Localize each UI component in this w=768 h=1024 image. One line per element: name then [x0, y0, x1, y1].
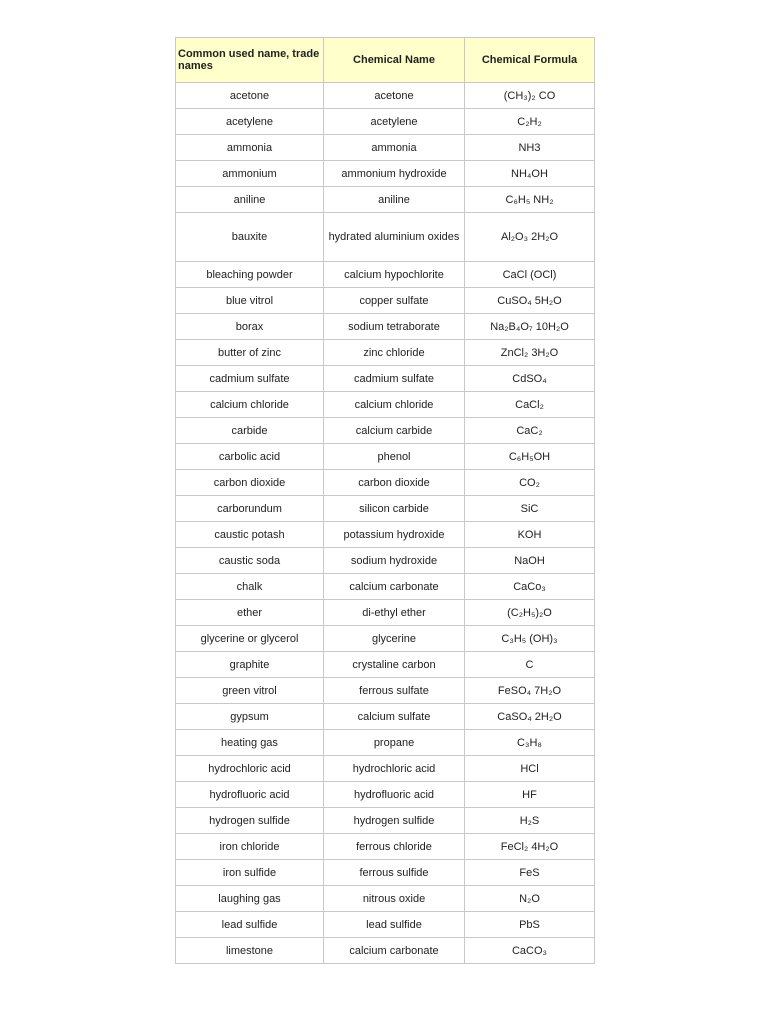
chemical-formula-cell: N₂O: [465, 886, 595, 912]
chemical-name-cell: ammonium hydroxide: [324, 161, 465, 187]
table-row: [176, 678, 595, 704]
chemical-name-cell: copper sulfate: [324, 288, 465, 314]
common-name-cell: iron sulfide: [176, 860, 324, 886]
chemical-formula-cell: NH₄OH: [465, 161, 595, 187]
common-name-cell: graphite: [176, 652, 324, 678]
chemical-formula-cell: CaCO₃: [465, 938, 595, 964]
table-row: [176, 574, 595, 600]
table-row: [176, 938, 595, 964]
chemical-formula-cell: CaSO₄ 2H₂O: [465, 704, 595, 730]
chemical-formula-cell: C₂H₂: [465, 109, 595, 135]
common-name-cell: glycerine or glycerol: [176, 626, 324, 652]
common-name-cell: carbon dioxide: [176, 470, 324, 496]
table-row: [176, 470, 595, 496]
table-row: [176, 860, 595, 886]
chemical-name-cell: crystaline carbon: [324, 652, 465, 678]
chemical-formula-cell: CaCo₃: [465, 574, 595, 600]
table-row: [176, 600, 595, 626]
chemical-name-cell: calcium carbonate: [324, 938, 465, 964]
chemical-name-cell: calcium sulfate: [324, 704, 465, 730]
common-name-cell: caustic soda: [176, 548, 324, 574]
common-name-cell: heating gas: [176, 730, 324, 756]
chemical-name-cell: glycerine: [324, 626, 465, 652]
chemical-name-cell: ammonia: [324, 135, 465, 161]
header-common-name: Common used name, trade names: [176, 38, 324, 83]
chemical-name-cell: sodium hydroxide: [324, 548, 465, 574]
chemical-formula-cell: CaCl (OCl): [465, 262, 595, 288]
chemical-name-cell: potassium hydroxide: [324, 522, 465, 548]
chemical-formula-cell: PbS: [465, 912, 595, 938]
chemical-name-cell: nitrous oxide: [324, 886, 465, 912]
common-name-cell: hydrochloric acid: [176, 756, 324, 782]
common-name-cell: caustic potash: [176, 522, 324, 548]
common-name-cell: green vitrol: [176, 678, 324, 704]
chemical-formula-cell: ZnCl₂ 3H₂O: [465, 340, 595, 366]
chemical-name-cell: ferrous sulfate: [324, 678, 465, 704]
chemical-formula-cell: CuSO₄ 5H₂O: [465, 288, 595, 314]
table-row: [176, 548, 595, 574]
chemical-formula-cell: HF: [465, 782, 595, 808]
chemical-formula-cell: Al₂O₃ 2H₂O: [465, 213, 595, 262]
common-name-cell: ammonia: [176, 135, 324, 161]
common-name-cell: butter of zinc: [176, 340, 324, 366]
common-name-cell: laughing gas: [176, 886, 324, 912]
chemical-name-cell: hydrochloric acid: [324, 756, 465, 782]
table-row: [176, 392, 595, 418]
chemical-formula-cell: (CH₃)₂ CO: [465, 83, 595, 109]
table-header: [176, 38, 595, 83]
chemical-formula-cell: CaC₂: [465, 418, 595, 444]
table-body: [176, 83, 595, 964]
common-name-cell: carbide: [176, 418, 324, 444]
table-row: [176, 912, 595, 938]
chemical-formula-cell: FeS: [465, 860, 595, 886]
table-row: [176, 886, 595, 912]
table-row: [176, 213, 595, 262]
common-name-cell: carbolic acid: [176, 444, 324, 470]
common-name-cell: hydrogen sulfide: [176, 808, 324, 834]
table-row: [176, 83, 595, 109]
chemical-name-cell: hydrogen sulfide: [324, 808, 465, 834]
chemical-formula-cell: C₃H₈: [465, 730, 595, 756]
common-name-cell: carborundum: [176, 496, 324, 522]
table-row: [176, 496, 595, 522]
table-row: [176, 704, 595, 730]
common-name-cell: ether: [176, 600, 324, 626]
chemical-formula-cell: FeSO₄ 7H₂O: [465, 678, 595, 704]
common-name-cell: borax: [176, 314, 324, 340]
chemical-name-cell: calcium chloride: [324, 392, 465, 418]
chemical-formula-cell: C₃H₅ (OH)₃: [465, 626, 595, 652]
chemical-formula-cell: C₆H₅ NH₂: [465, 187, 595, 213]
common-name-cell: calcium chloride: [176, 392, 324, 418]
common-name-cell: aniline: [176, 187, 324, 213]
chemical-names-table: [175, 37, 595, 964]
common-name-cell: blue vitrol: [176, 288, 324, 314]
common-name-cell: ammonium: [176, 161, 324, 187]
chemical-name-cell: carbon dioxide: [324, 470, 465, 496]
table-row: [176, 756, 595, 782]
table-row: [176, 262, 595, 288]
chemical-name-cell: ferrous sulfide: [324, 860, 465, 886]
table-row: [176, 314, 595, 340]
header-row: [176, 38, 595, 83]
header-chemical-name: Chemical Name: [324, 38, 465, 83]
chemical-formula-cell: CdSO₄: [465, 366, 595, 392]
table-row: [176, 187, 595, 213]
chemical-formula-cell: NH3: [465, 135, 595, 161]
table-row: [176, 808, 595, 834]
chemical-formula-cell: C₆H₅OH: [465, 444, 595, 470]
chemical-name-cell: propane: [324, 730, 465, 756]
table-row: [176, 109, 595, 135]
chemical-formula-cell: FeCl₂ 4H₂O: [465, 834, 595, 860]
chemical-formula-cell: SiC: [465, 496, 595, 522]
chemical-formula-cell: CO₂: [465, 470, 595, 496]
common-name-cell: lead sulfide: [176, 912, 324, 938]
chemical-formula-cell: (C₂H₅)₂O: [465, 600, 595, 626]
table-row: [176, 366, 595, 392]
chemical-name-cell: di-ethyl ether: [324, 600, 465, 626]
table-row: [176, 340, 595, 366]
chemical-name-cell: silicon carbide: [324, 496, 465, 522]
chemical-name-cell: sodium tetraborate: [324, 314, 465, 340]
chemical-formula-cell: KOH: [465, 522, 595, 548]
table-row: [176, 288, 595, 314]
chemical-formula-cell: HCl: [465, 756, 595, 782]
chemical-formula-cell: C: [465, 652, 595, 678]
common-name-cell: bauxite: [176, 213, 324, 262]
chemical-name-cell: hydrated aluminium oxides: [324, 213, 465, 262]
table-row: [176, 135, 595, 161]
table-row: [176, 834, 595, 860]
common-name-cell: limestone: [176, 938, 324, 964]
common-name-cell: iron chloride: [176, 834, 324, 860]
chemical-name-cell: calcium carbonate: [324, 574, 465, 600]
table-row: [176, 652, 595, 678]
chemical-name-cell: zinc chloride: [324, 340, 465, 366]
table-row: [176, 418, 595, 444]
table-row: [176, 444, 595, 470]
chemical-name-cell: acetylene: [324, 109, 465, 135]
chemical-name-cell: cadmium sulfate: [324, 366, 465, 392]
chemical-name-cell: phenol: [324, 444, 465, 470]
chemical-name-cell: aniline: [324, 187, 465, 213]
common-name-cell: gypsum: [176, 704, 324, 730]
common-name-cell: acetone: [176, 83, 324, 109]
table-row: [176, 782, 595, 808]
chemical-name-cell: lead sulfide: [324, 912, 465, 938]
chemical-name-cell: calcium carbide: [324, 418, 465, 444]
chemical-formula-cell: Na₂B₄O₇ 10H₂O: [465, 314, 595, 340]
table-row: [176, 161, 595, 187]
chemical-name-cell: calcium hypochlorite: [324, 262, 465, 288]
common-name-cell: hydrofluoric acid: [176, 782, 324, 808]
chemical-name-cell: acetone: [324, 83, 465, 109]
chemical-name-cell: hydrofluoric acid: [324, 782, 465, 808]
chemical-formula-cell: NaOH: [465, 548, 595, 574]
chemical-name-cell: ferrous chloride: [324, 834, 465, 860]
common-name-cell: bleaching powder: [176, 262, 324, 288]
table-row: [176, 626, 595, 652]
table-row: [176, 730, 595, 756]
common-name-cell: acetylene: [176, 109, 324, 135]
chemical-formula-cell: CaCl₂: [465, 392, 595, 418]
chemical-formula-cell: H₂S: [465, 808, 595, 834]
common-name-cell: chalk: [176, 574, 324, 600]
header-chemical-formula: Chemical Formula: [465, 38, 595, 83]
table-row: [176, 522, 595, 548]
common-name-cell: cadmium sulfate: [176, 366, 324, 392]
